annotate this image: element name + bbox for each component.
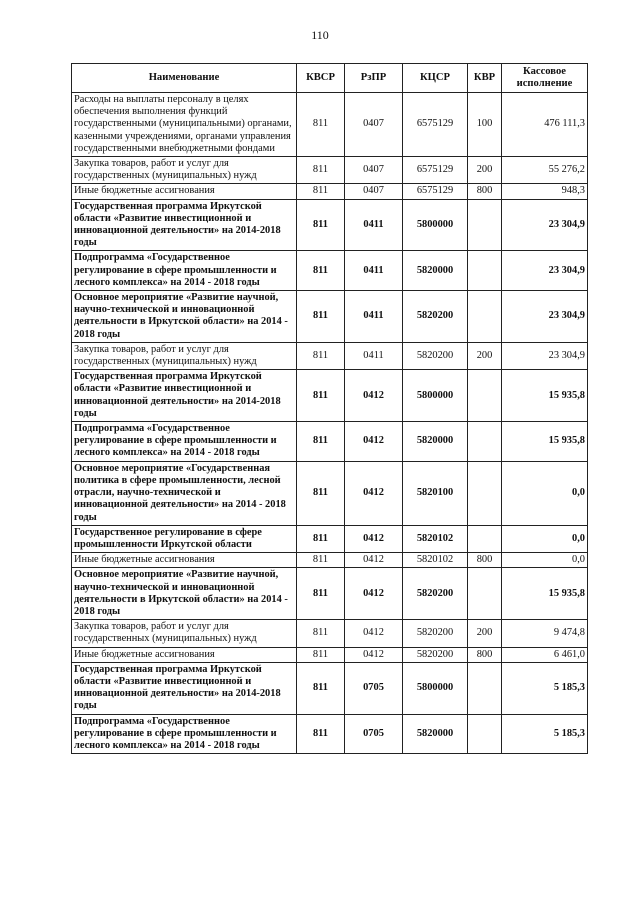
row-kvr-cell: 200 xyxy=(468,342,502,369)
row-kvsr-cell: 811 xyxy=(297,422,345,462)
table-row xyxy=(72,93,588,157)
row-rzpr-cell: 0407 xyxy=(345,184,403,199)
row-amount-cell: 5 185,3 xyxy=(502,714,588,754)
row-kvsr-cell: 811 xyxy=(297,525,345,552)
row-kvsr-cell: 811 xyxy=(297,620,345,647)
row-name-cell: Иные бюджетные ассигнования xyxy=(72,647,297,662)
row-kcsr-cell: 5820102 xyxy=(403,553,468,568)
row-kvr-cell xyxy=(468,461,502,525)
row-kcsr-cell: 5820200 xyxy=(403,342,468,369)
table-row xyxy=(72,184,588,199)
table-row xyxy=(72,525,588,552)
row-name-cell: Основное мероприятие «Развитие научной, научно-технической и инновационной деятельности в Иркутской области» на 2014 - 2018 годы xyxy=(72,568,297,620)
row-amount-cell: 23 304,9 xyxy=(502,199,588,251)
row-kcsr-cell: 6575129 xyxy=(403,157,468,184)
row-name-cell: Подпрограмма «Государственное регулирование в сфере промышленности и лесного комплекса» на 2014 - 2018 годы xyxy=(72,714,297,754)
row-rzpr-cell: 0705 xyxy=(345,662,403,714)
header-kvsr: КВСР xyxy=(297,64,345,93)
row-kcsr-cell: 5800000 xyxy=(403,199,468,251)
row-kcsr-cell: 5820200 xyxy=(403,647,468,662)
row-kvr-cell xyxy=(468,422,502,462)
table-body xyxy=(72,93,588,754)
row-amount-cell: 5 185,3 xyxy=(502,662,588,714)
table-row xyxy=(72,714,588,754)
budget-table xyxy=(71,63,588,754)
row-kvsr-cell: 811 xyxy=(297,157,345,184)
row-name-cell: Основное мероприятие «Государственная политика в сфере промышленности, лесной отрасли, научно-технической и инновационной деятельности» на 2014 - 2018 годы xyxy=(72,461,297,525)
row-rzpr-cell: 0407 xyxy=(345,93,403,157)
row-name-cell: Расходы на выплаты персоналу в целях обеспечения выполнения функций государственными (муниципальными) органами, казенными учреждениями, органами управления государственными внебюджетными фондами xyxy=(72,93,297,157)
row-amount-cell: 23 304,9 xyxy=(502,251,588,291)
table-row xyxy=(72,568,588,620)
row-rzpr-cell: 0412 xyxy=(345,525,403,552)
row-kvsr-cell: 811 xyxy=(297,184,345,199)
row-kvr-cell: 800 xyxy=(468,553,502,568)
row-amount-cell: 0,0 xyxy=(502,525,588,552)
row-amount-cell: 23 304,9 xyxy=(502,291,588,343)
table-row xyxy=(72,647,588,662)
row-rzpr-cell: 0412 xyxy=(345,553,403,568)
row-rzpr-cell: 0412 xyxy=(345,647,403,662)
row-name-cell: Государственная программа Иркутской области «Развитие инвестиционной и инновационной деятельности» на 2014-2018 годы xyxy=(72,199,297,251)
row-kcsr-cell: 5820200 xyxy=(403,620,468,647)
header-amount: Кассовое исполнение xyxy=(502,64,588,93)
row-kvsr-cell: 811 xyxy=(297,647,345,662)
row-kvr-cell xyxy=(468,525,502,552)
row-name-cell: Государственное регулирование в сфере промышленности Иркутской области xyxy=(72,525,297,552)
row-kcsr-cell: 5820102 xyxy=(403,525,468,552)
row-name-cell: Закупка товаров, работ и услуг для государственных (муниципальных) нужд xyxy=(72,342,297,369)
row-kvsr-cell: 811 xyxy=(297,251,345,291)
row-rzpr-cell: 0705 xyxy=(345,714,403,754)
row-amount-cell: 9 474,8 xyxy=(502,620,588,647)
table-row xyxy=(72,157,588,184)
row-name-cell: Подпрограмма «Государственное регулирование в сфере промышленности и лесного комплекса» на 2014 - 2018 годы xyxy=(72,422,297,462)
row-name-cell: Закупка товаров, работ и услуг для государственных (муниципальных) нужд xyxy=(72,157,297,184)
row-name-cell: Основное мероприятие «Развитие научной, научно-технической и инновационной деятельности в Иркутской области» на 2014 - 2018 годы xyxy=(72,291,297,343)
row-kvsr-cell: 811 xyxy=(297,662,345,714)
row-kvsr-cell: 811 xyxy=(297,93,345,157)
row-kvr-cell: 100 xyxy=(468,93,502,157)
row-amount-cell: 476 111,3 xyxy=(502,93,588,157)
row-amount-cell: 15 935,8 xyxy=(502,370,588,422)
row-kcsr-cell: 5820000 xyxy=(403,422,468,462)
table-row xyxy=(72,662,588,714)
row-amount-cell: 55 276,2 xyxy=(502,157,588,184)
row-kcsr-cell: 5820100 xyxy=(403,461,468,525)
row-rzpr-cell: 0412 xyxy=(345,370,403,422)
row-kcsr-cell: 5820200 xyxy=(403,568,468,620)
table-row xyxy=(72,291,588,343)
row-rzpr-cell: 0411 xyxy=(345,199,403,251)
row-name-cell: Закупка товаров, работ и услуг для государственных (муниципальных) нужд xyxy=(72,620,297,647)
row-kvr-cell xyxy=(468,291,502,343)
row-kvr-cell xyxy=(468,370,502,422)
row-name-cell: Иные бюджетные ассигнования xyxy=(72,184,297,199)
row-kcsr-cell: 6575129 xyxy=(403,93,468,157)
row-amount-cell: 0,0 xyxy=(502,553,588,568)
row-kvsr-cell: 811 xyxy=(297,199,345,251)
row-amount-cell: 15 935,8 xyxy=(502,422,588,462)
row-amount-cell: 6 461,0 xyxy=(502,647,588,662)
row-kvr-cell xyxy=(468,714,502,754)
row-amount-cell: 0,0 xyxy=(502,461,588,525)
row-name-cell: Подпрограмма «Государственное регулирование в сфере промышленности и лесного комплекса» на 2014 - 2018 годы xyxy=(72,251,297,291)
table-row xyxy=(72,461,588,525)
header-kcsr: КЦСР xyxy=(403,64,468,93)
row-rzpr-cell: 0411 xyxy=(345,342,403,369)
row-kvsr-cell: 811 xyxy=(297,370,345,422)
row-rzpr-cell: 0412 xyxy=(345,422,403,462)
row-kvr-cell xyxy=(468,199,502,251)
table-row xyxy=(72,199,588,251)
row-amount-cell: 23 304,9 xyxy=(502,342,588,369)
row-name-cell: Иные бюджетные ассигнования xyxy=(72,553,297,568)
row-rzpr-cell: 0412 xyxy=(345,461,403,525)
row-kvr-cell: 800 xyxy=(468,184,502,199)
table-row xyxy=(72,342,588,369)
row-kcsr-cell: 5820000 xyxy=(403,714,468,754)
table-row xyxy=(72,422,588,462)
row-kvsr-cell: 811 xyxy=(297,714,345,754)
row-rzpr-cell: 0412 xyxy=(345,620,403,647)
row-rzpr-cell: 0411 xyxy=(345,251,403,291)
row-kcsr-cell: 5800000 xyxy=(403,370,468,422)
row-kvsr-cell: 811 xyxy=(297,461,345,525)
row-rzpr-cell: 0412 xyxy=(345,568,403,620)
row-rzpr-cell: 0411 xyxy=(345,291,403,343)
row-kvr-cell: 200 xyxy=(468,620,502,647)
row-kcsr-cell: 5820000 xyxy=(403,251,468,291)
row-kvsr-cell: 811 xyxy=(297,553,345,568)
row-kcsr-cell: 5800000 xyxy=(403,662,468,714)
row-kcsr-cell: 5820200 xyxy=(403,291,468,343)
row-kcsr-cell: 6575129 xyxy=(403,184,468,199)
row-kvsr-cell: 811 xyxy=(297,291,345,343)
row-rzpr-cell: 0407 xyxy=(345,157,403,184)
row-kvsr-cell: 811 xyxy=(297,568,345,620)
table-row xyxy=(72,370,588,422)
row-kvr-cell xyxy=(468,251,502,291)
table-header-row xyxy=(72,64,588,93)
page-number: 110 xyxy=(311,28,329,42)
header-kvr: КВР xyxy=(468,64,502,93)
table-row xyxy=(72,553,588,568)
row-kvr-cell xyxy=(468,568,502,620)
row-kvr-cell xyxy=(468,662,502,714)
row-name-cell: Государственная программа Иркутской области «Развитие инвестиционной и инновационной деятельности» на 2014-2018 годы xyxy=(72,662,297,714)
row-amount-cell: 15 935,8 xyxy=(502,568,588,620)
header-name: Наименование xyxy=(72,64,297,93)
table-row xyxy=(72,620,588,647)
row-name-cell: Государственная программа Иркутской области «Развитие инвестиционной и инновационной деятельности» на 2014-2018 годы xyxy=(72,370,297,422)
table-row xyxy=(72,251,588,291)
header-rzpr: РзПР xyxy=(345,64,403,93)
row-kvsr-cell: 811 xyxy=(297,342,345,369)
row-kvr-cell: 800 xyxy=(468,647,502,662)
row-kvr-cell: 200 xyxy=(468,157,502,184)
row-amount-cell: 948,3 xyxy=(502,184,588,199)
